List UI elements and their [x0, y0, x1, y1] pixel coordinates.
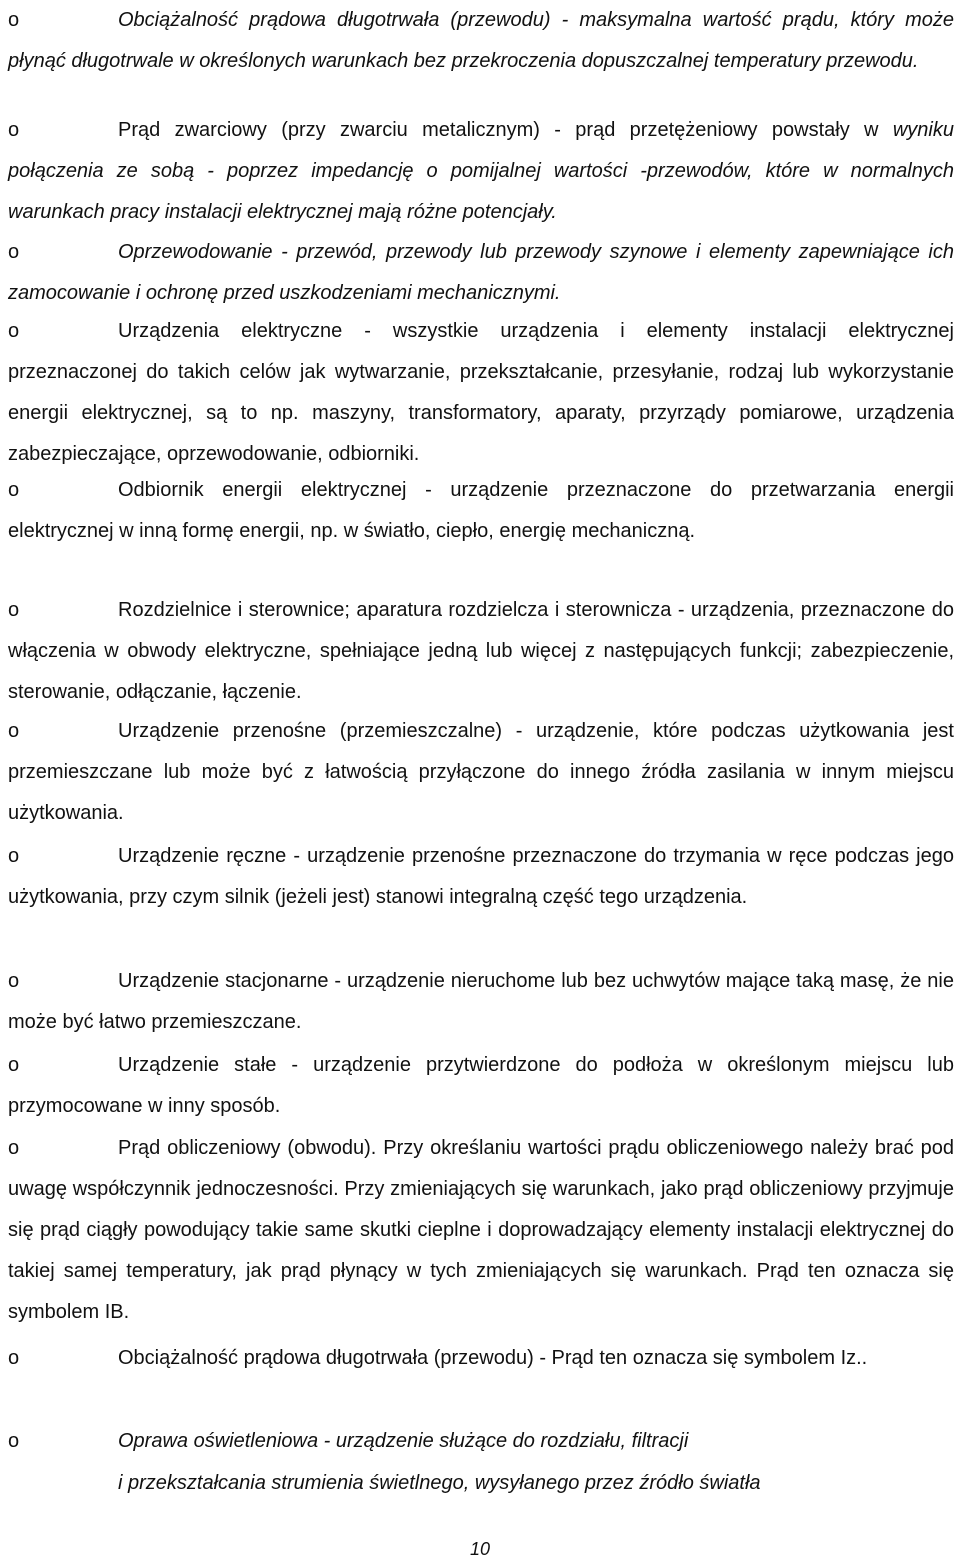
- definition-oprawa-oswietleniowa: [8, 1421, 954, 1462]
- definition-prad-zwarciowy: [8, 110, 954, 233]
- bullet-marker: o: [8, 599, 20, 621]
- bullet-marker: o: [8, 1137, 20, 1159]
- definition-text: Urządzenie ręczne - urządzenie przenośne przeznaczone do trzymania w ręce podczas jego użytkowania, przy czym silnik (jeżeli jest) stanowi integralną część tego urządzenia.: [8, 845, 954, 908]
- definition-text-italic: Oprawa oświetleniowa - urządzenie służące do rozdziału, filtracji: [118, 1430, 689, 1452]
- definition-oprawa-continuation: i przekształcania strumienia świetlnego, wysyłanego przez źródło światła: [118, 1472, 761, 1494]
- definition-text: Prąd zwarciowy (przy zwarciu metalicznym) - prąd przetężeniowy powstały w: [118, 119, 893, 141]
- definition-urzadzenia-elektryczne: [8, 311, 954, 475]
- bullet-marker: o: [8, 970, 20, 992]
- bullet-marker: o: [8, 479, 20, 501]
- definition-text: Obciążalność prądowa długotrwała (przewodu) - Prąd ten oznacza się symbolem Iz..: [118, 1347, 868, 1369]
- definition-urzadzenie-reczne: [8, 836, 954, 918]
- definition-prad-obliczeniowy: [8, 1128, 954, 1333]
- definition-obciazalnosc-iz: [8, 1338, 954, 1379]
- bullet-marker: o: [8, 1430, 20, 1452]
- bullet-marker: o: [8, 845, 20, 867]
- definition-text-italic: Oprzewodowanie - przewód, przewody lub przewody szynowe i elementy zapewniające ich zamocowanie i ochronę przed uszkodzeniami mechanicznymi.: [8, 241, 954, 304]
- definition-urzadzenie-stacjonarne: [8, 961, 954, 1043]
- bullet-marker: o: [8, 1347, 20, 1369]
- bullet-marker: o: [8, 119, 20, 141]
- definition-text: Urządzenie przenośne (przemieszczalne) - urządzenie, które podczas użytkowania jest przemieszczane lub może być z łatwością przyłączone do innego źródła zasilania w innym miejscu użytkowania.: [8, 720, 954, 824]
- definition-text: Urządzenia elektryczne - wszystkie urządzenia i elementy instalacji elektrycznej przeznaczonej do takich celów jak wytwarzanie, przekształcanie, przesyłanie, rodzaj lub wykorzystanie energii elektrycznej, są to np. maszyny, transformatory, aparaty, przyrządy pomiarowe, urządzenia zabezpieczające, oprzewodowanie, odbiorniki.: [8, 320, 954, 465]
- definition-text: Prąd obliczeniowy (obwodu). Przy określaniu wartości prądu obliczeniowego należy brać pod uwagę współczynnik jednoczesności. Przy zmieniających się warunkach, jako prąd obliczeniowy przyjmuje się prąd ciągły powodujący takie same skutki cieplne i doprowadzający elementy instalacji elektrycznej do takiej samej temperatury, jak prąd płynący w tych zmieniających się warunkach. Prąd ten oznacza się symbolem IB.: [8, 1137, 954, 1323]
- definition-obciazalnosc: [8, 0, 954, 82]
- definition-text: Urządzenie stałe - urządzenie przytwierdzone do podłoża w określonym miejscu lub przymocowane w inny sposób.: [8, 1054, 954, 1117]
- bullet-marker: o: [8, 320, 20, 342]
- bullet-marker: o: [8, 720, 20, 742]
- definition-rozdzielnice: [8, 590, 954, 713]
- definition-odbiornik: [8, 470, 954, 552]
- page-number: 10: [469, 1539, 491, 1559]
- definition-urzadzenie-stale: [8, 1045, 954, 1127]
- definition-text: Urządzenie stacjonarne - urządzenie nieruchome lub bez uchwytów mające taką masę, że nie może być łatwo przemieszczane.: [8, 970, 954, 1033]
- bullet-marker: o: [8, 9, 20, 31]
- definition-text-italic: Obciążalność prądowa długotrwała (przewodu) - maksymalna wartość prądu, który może płynąć długotrwale w określonych warunkach bez przekroczenia dopuszczalnej temperatury przewodu.: [8, 9, 954, 72]
- bullet-marker: o: [8, 1054, 20, 1076]
- definition-oprzewodowanie: [8, 232, 954, 314]
- definition-text: Rozdzielnice i sterownice; aparatura rozdzielcza i sterownicza - urządzenia, przeznaczone do włączenia w obwody elektryczne, spełniające jedną lub więcej z następujących funkcji; zabezpieczenie, sterowanie, odłączanie, łączenie.: [8, 599, 954, 703]
- bullet-marker: o: [8, 241, 20, 263]
- definition-urzadzenie-przenosne: [8, 711, 954, 834]
- definition-text-italic: wyniku połączenia ze sobą - poprzez impedancję o pomijalnej wartości -przewodów, które w normalnych warunkach pracy instalacji elektrycznej mają różne potencjały.: [8, 119, 954, 223]
- definition-text: Odbiornik energii elektrycznej - urządzenie przeznaczone do przetwarzania energii elektrycznej w inną formę energii, np. w światło, ciepło, energię mechaniczną.: [8, 479, 954, 542]
